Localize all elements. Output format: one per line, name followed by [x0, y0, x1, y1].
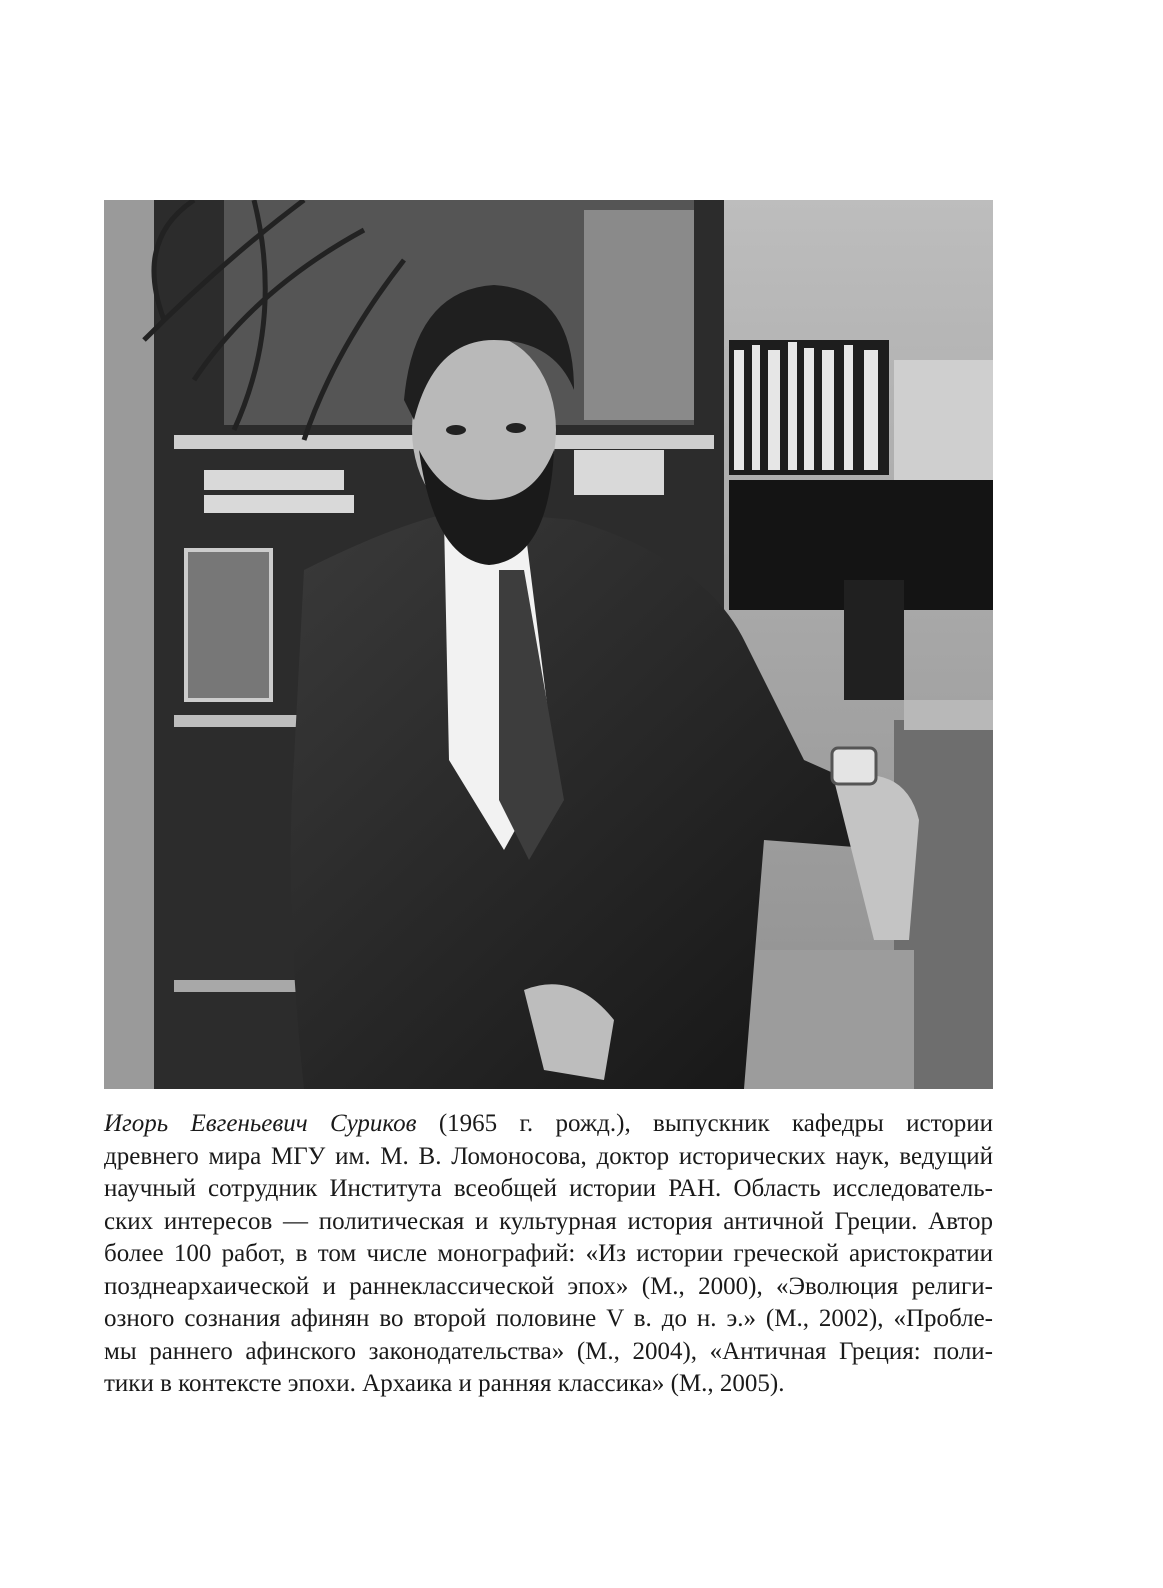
caption-line: древнего мира МГУ им. М. В. Ломоносова, доктор исторических наук, ведущий [104, 1142, 993, 1170]
photo-illustration [104, 200, 993, 1089]
caption-line: позднеархаической и раннеклассической эпох» (М., 2000), «Эволюция религи- [104, 1272, 993, 1300]
caption-line: более 100 работ, в том числе монографий: «Из истории греческой аристократии [104, 1240, 993, 1267]
caption-line: тики в контексте эпохи. Архаика и ранняя классика» (М., 2005). [104, 1370, 785, 1397]
photo-caption [104, 1108, 993, 1401]
caption-line: ских интересов — политическая и культурная история античной Греции. Автор [104, 1207, 993, 1235]
caption-line: мы раннего афинского законодательства» (М., 2004), «Античная Греция: поли- [104, 1337, 993, 1365]
portrait-photo [104, 200, 993, 1089]
caption-line: озного сознания афинян во второй половине V в. до н. э.» (М., 2002), «Пробле- [104, 1305, 993, 1332]
author-name: Игорь Евгеньевич Суриков [104, 1110, 417, 1137]
caption-line: научный сотрудник Института всеобщей истории РАН. Область исследователь- [104, 1175, 993, 1202]
caption-line: Игорь Евгеньевич Суриков (1965 г. рожд.), выпускник кафедры истории [104, 1110, 993, 1137]
